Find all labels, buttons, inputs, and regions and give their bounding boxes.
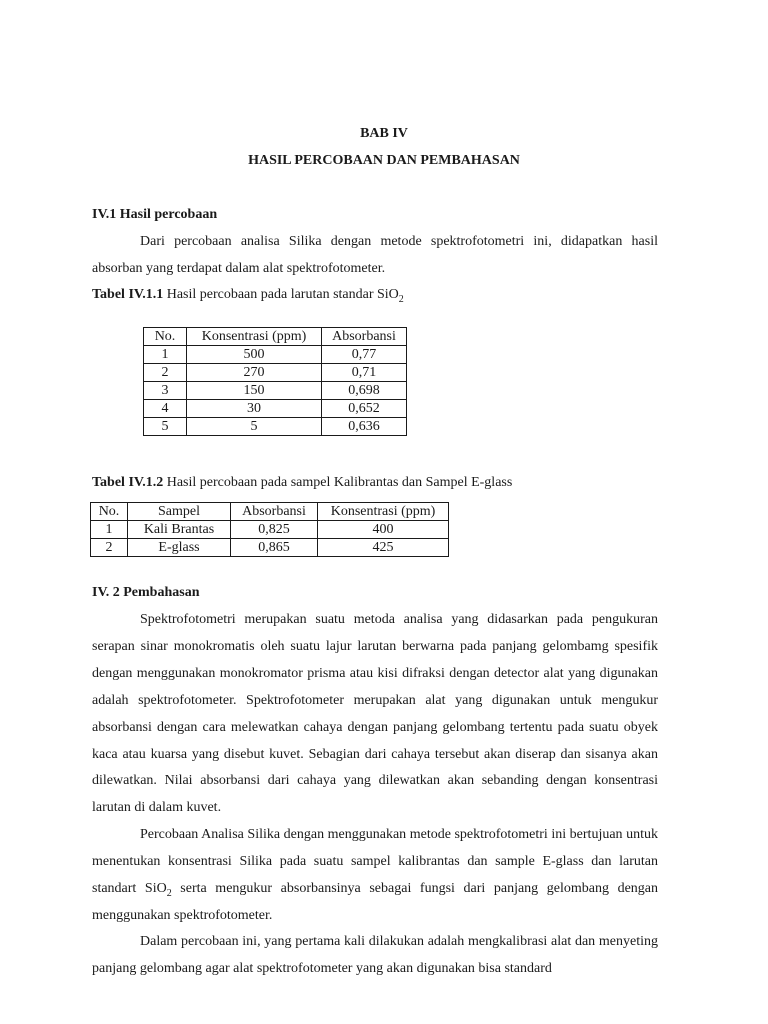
table2-caption-text: Hasil percobaan pada sampel Kalibrantas dan Sampel E-glass — [166, 475, 513, 490]
table-cell: 0,825 — [231, 521, 318, 539]
table-cell: E-glass — [128, 539, 231, 557]
table1-caption-text: Hasil percobaan pada larutan standar SiO — [166, 287, 399, 302]
paragraph2-text-after: serta mengukur absorbansinya sebagai fungsi dari panjang gelombang dengan menggunakan spektrofotometer. — [92, 880, 658, 923]
table-row — [91, 539, 449, 557]
table-header-cell: Konsentrasi (ppm) — [187, 328, 322, 346]
table-cell: 270 — [187, 364, 322, 382]
table-cell: 150 — [187, 382, 322, 400]
chapter-title: HASIL PERCOBAAN DAN PEMBAHASAN — [248, 153, 520, 168]
paragraph-hasil: Dari percobaan analisa Silika dengan metode spektrofotometri ini, didapatkan hasil absorban yang terdapat dalam alat spektrofotometer. — [92, 234, 658, 276]
table-cell: 4 — [144, 400, 187, 418]
table-row — [144, 346, 407, 364]
table-row — [144, 400, 407, 418]
table-cell: 0,636 — [322, 418, 407, 436]
table-header-cell: Absorbansi — [231, 503, 318, 521]
table-cell: 5 — [187, 418, 322, 436]
table-cell: 400 — [318, 521, 449, 539]
chapter-number: BAB IV — [360, 126, 408, 141]
paragraph-pembahasan-1: Spektrofotometri merupakan suatu metoda analisa yang didasarkan pada pengukuran serapan sinar monokromatis oleh suatu lajur larutan berwarna pada panjang gelombamg spesifik dengan menggunakan monokromator prisma atau kisi difraksi dengan detector alat yang digunakan adalah spektrofotometer. Spektrofotometer merupakan alat yang digunakan untuk mengukur absorbansi dengan cara melewatkan cahaya dengan panjang gelombang tertentu pada suatu obyek kaca atau kuarsa yang disebut kuvet. Sebagian dari cahaya tersebut akan diserap dan sisanya akan dilewatkan. Nilai absorbansi dari cahaya yang dilewatkan akan sebanding dengan konsentrasi larutan di dalam kuvet. — [92, 612, 658, 816]
table1-caption-label: Tabel IV.1.1 — [92, 287, 164, 302]
table1-caption — [92, 287, 404, 305]
table1-caption-subscript: 2 — [398, 293, 404, 305]
table-row — [91, 521, 449, 539]
table-cell: 0,77 — [322, 346, 407, 364]
table-cell: 2 — [144, 364, 187, 382]
table-cell: 1 — [91, 521, 128, 539]
table-header-cell: Sampel — [128, 503, 231, 521]
section-heading-pembahasan: IV. 2 Pembahasan — [92, 585, 200, 600]
table-header-cell: No. — [144, 328, 187, 346]
table-cell: 5 — [144, 418, 187, 436]
table-header-row — [144, 328, 407, 346]
paragraph-pembahasan-3: Dalam percobaan ini, yang pertama kali dilakukan adalah mengkalibrasi alat dan menyeting panjang gelombang agar alat spektrofotometer yang akan digunakan bisa standard — [92, 934, 658, 976]
table-sampel — [90, 502, 449, 557]
table-cell: 500 — [187, 346, 322, 364]
table-row — [144, 364, 407, 382]
table2-caption-label: Tabel IV.1.2 — [92, 475, 164, 490]
table-cell: 0,865 — [231, 539, 318, 557]
table-header-row — [91, 503, 449, 521]
table-cell: 2 — [91, 539, 128, 557]
table-cell: 0,698 — [322, 382, 407, 400]
table-cell: Kali Brantas — [128, 521, 231, 539]
table-cell: 1 — [144, 346, 187, 364]
table-header-cell: Konsentrasi (ppm) — [318, 503, 449, 521]
table-standar-sio2 — [143, 327, 407, 436]
paragraph-pembahasan-2 — [92, 822, 658, 930]
table-cell: 425 — [318, 539, 449, 557]
table-cell: 0,652 — [322, 400, 407, 418]
table-header-cell: No. — [91, 503, 128, 521]
section-heading-hasil: IV.1 Hasil percobaan — [92, 207, 218, 222]
table-cell: 3 — [144, 382, 187, 400]
table-header-cell: Absorbansi — [322, 328, 407, 346]
paragraph2-text-before: Percobaan Analisa Silika dengan menggunakan metode spektrofotometri ini bertujuan untuk menentukan konsentrasi Silika pada suatu sampel kalibrantas dan sample E-glass dan larutan standart SiO — [92, 827, 658, 896]
table-cell: 30 — [187, 400, 322, 418]
table-cell: 0,71 — [322, 364, 407, 382]
paragraph2-subscript: 2 — [166, 887, 172, 899]
table2-caption — [92, 475, 512, 491]
table-row — [144, 382, 407, 400]
table-row — [144, 418, 407, 436]
